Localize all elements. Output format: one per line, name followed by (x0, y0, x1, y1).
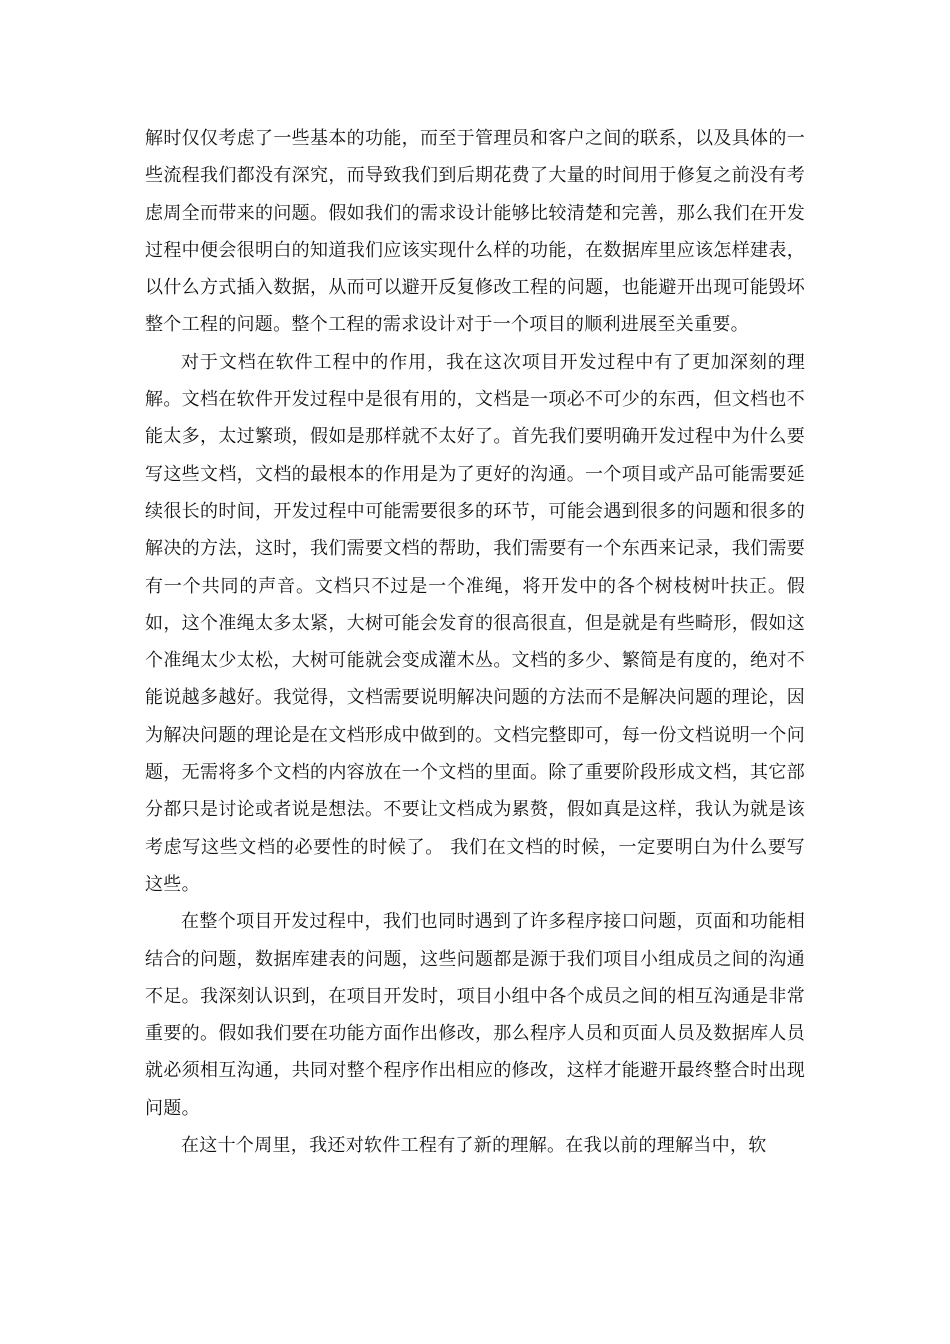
paragraph-new-understanding: 在这十个周里，我还对软件工程有了新的理解。在我以前的理解当中，软 (181, 1135, 767, 1157)
paragraph-documentation-role: 对于文档在软件工程中的作用，我在这次项目开发过程中有了更加深刻的理解。文档在软件开发过程中是很有用的，文档是一项必不可少的东西，但文档也不能太多，太过繁琐，假如是那样就不太好了。首先我们要明确开发过程中为什么要写这些文档，文档的最根本的作用是为了更好的沟通。一个项目或产品可能需要延续很长的时间，开发过程中可能需要很多的环节，可能会遇到很多的问题和很多的解决的方法，这时，我们需要文档的帮助，我们需要有一个东西来记录，我们需要有一个共同的声音。文档只不过是一个准绳，将开发中的各个树枝树叶扶正。假如，这个准绳太多太紧，大树可能会发育的很高很直，但是就是有些畸形，假如这个准绳太少太松，大树可能就会变成灌木丛。文档的多少、繁简是有度的，绝对不能说越多越好。我觉得，文档需要说明解决问题的方法而不是解决问题的理论，因为解决问题的理论是在文档形成中做到的。文档完整即可，每一份文档说明一个问题，无需将多个文档的内容放在一个文档的里面。除了重要阶段形成文档，其它部分都只是讨论或者说是想法。不要让文档成为累赘，假如真是这样，我认为就是该考虑写这些文档的必要性的时候了。 我们在文档的时候，一定要明白为什么要写这些。 (145, 351, 805, 895)
paragraph-team-communication: 在整个项目开发过程中，我们也同时遇到了许多程序接口问题，页面和功能相结合的问题，数据库建表的问题，这些问题都是源于我们项目小组成员之间的沟通不足。我深刻认识到，在项目开发时，项目小组中各个成员之间的相互沟通是非常重要的。假如我们要在功能方面作出修改，那么程序人员和页面人员及数据库人员就必须相互沟通，共同对整个程序作出相应的修改，这样才能避开最终整合时出现问题。 (145, 911, 805, 1119)
document-body (145, 120, 805, 1164)
paragraph-requirements-design: 解时仅仅考虑了一些基本的功能，而至于管理员和客户之间的联系，以及具体的一些流程我们都没有深究，而导致我们到后期花费了大量的时间用于修复之前没有考虑周全而带来的问题。假如我们的需求设计能够比较清楚和完善，那么我们在开发过程中便会很明白的知道我们应该实现什么样的功能，在数据库里应该怎样建表，以什么方式插入数据，从而可以避开反复修改工程的问题，也能避开出现可能毁坏整个工程的问题。整个工程的需求设计对于一个项目的顺利进展至关重要。 (145, 128, 805, 336)
